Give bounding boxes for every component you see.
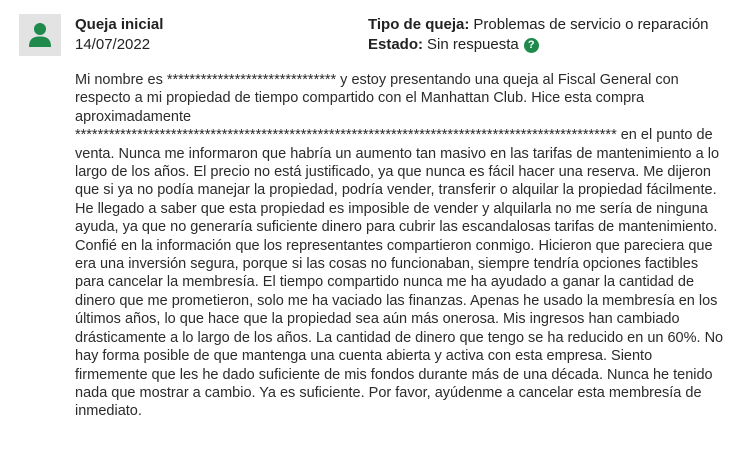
complaint-type-value: Problemas de servicio o reparación	[473, 16, 709, 33]
complaint-type-label: Tipo de queja:	[368, 16, 470, 33]
complaint-header-left	[75, 15, 163, 55]
complaint-status-value: Sin respuesta	[427, 36, 519, 53]
complaint-date: 14/07/2022	[75, 36, 151, 53]
complaint-header-right	[368, 15, 709, 55]
complaint-status-row	[368, 35, 709, 55]
complaint-title: Queja inicial	[75, 16, 164, 33]
complaint-body: Mi nombre es ****************************** y estoy presentando una queja al Fiscal General con respecto a mi propiedad de tiempo compartido con el Manhattan Club. Hice esta compra aproximadamente ************************************************************************************************ en el punto de venta. Nunca me informaron que habría un aumento tan masivo en las tarifas de mantenimiento a lo largo de los años. El precio no está justificado, ya que nunca es fácil hacer una reserva. Me dijeron que si ya no podía manejar la propiedad, podría vender, transferir o alquilar la propiedad fácilmente. He llegado a saber que esta propiedad es imposible de vender y alquilarla no me sería de ninguna ayuda, ya que no generaría suficiente dinero para cubrir las escandalosas tarifas de mantenimiento. Confié en la información que los representantes compartieron conmigo. Hicieron que pareciera que era una inversión segura, porque si las cosas no funcionaban, siempre tendría opciones factibles para cancelar la membresía. El tiempo compartido nunca me ha ayudado a ganar la cantidad de dinero que me prometieron, solo me ha vaciado las finanzas. Apenas he usado la membresía en los últimos años, lo que hace que la propiedad sea aún más onerosa. Mis ingresos han cambiado drásticamente a lo largo de los años. La cantidad de dinero que tengo se ha reducido en un 60%. No hay forma posible de que mantenga una cuenta abierta y activa con esta empresa. Siento firmemente que les he dado suficiente de mis fondos durante más de una década. Nunca he tenido nada que mostrar a cambio. Ya es suficiente. Por favor, ayúdenme a cancelar esta membresía de inmediato.	[75, 72, 724, 420]
question-circle-icon[interactable]: ?	[524, 38, 539, 53]
complaint-status-label: Estado:	[368, 36, 424, 53]
user-icon	[28, 22, 52, 48]
complaint-type-row	[368, 15, 709, 35]
avatar	[19, 14, 61, 56]
